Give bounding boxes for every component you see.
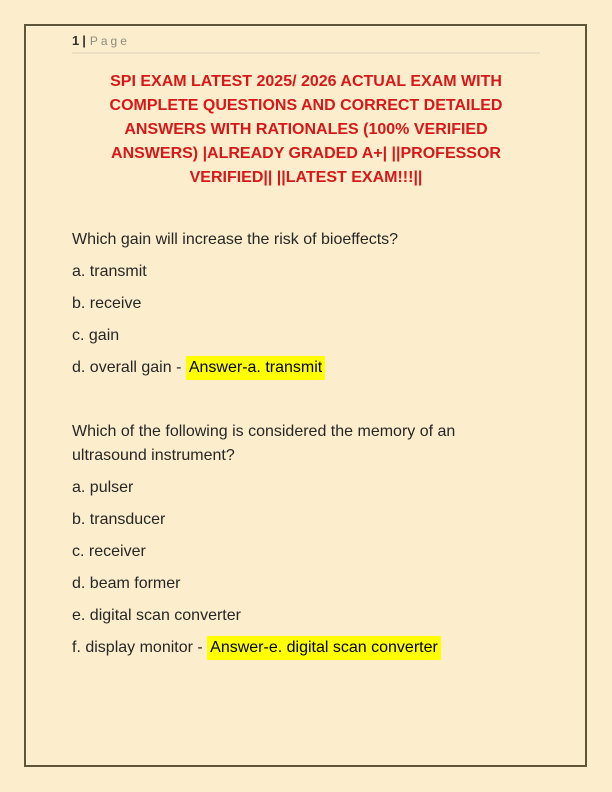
- title-line: SPI EXAM LATEST 2025/ 2026 ACTUAL EXAM WITH: [110, 73, 502, 90]
- prompt-line: Which gain will increase the risk of bioeffects?: [72, 231, 399, 248]
- prompt-line: Which of the following is considered the memory of an: [72, 423, 456, 440]
- answer-option: c. receiver: [72, 543, 146, 560]
- question-block-1: [72, 228, 540, 380]
- option-text: d. overall gain -: [72, 359, 186, 376]
- highlighted-answer: Answer-e. digital scan converter: [207, 636, 441, 660]
- title-line: ANSWERS WITH RATIONALES (100% VERIFIED: [124, 121, 488, 138]
- block-spacer: [72, 388, 540, 420]
- question-prompt: [72, 420, 540, 468]
- answer-option: a. pulser: [72, 479, 134, 496]
- answer-option: c. gain: [72, 327, 120, 344]
- answer-option: a. transmit: [72, 263, 147, 280]
- header-separator: |: [82, 33, 86, 48]
- answer-option: [72, 636, 540, 660]
- question-block-2: [72, 420, 540, 660]
- answer-option: d. beam former: [72, 575, 181, 592]
- prompt-line: ultrasound instrument?: [72, 447, 235, 464]
- question-prompt: [72, 228, 540, 252]
- page-number: 1: [72, 33, 80, 48]
- questions-area: [72, 228, 540, 668]
- answer-option: e. digital scan converter: [72, 607, 241, 624]
- answer-option: b. receive: [72, 295, 142, 312]
- page-label: Page: [89, 34, 130, 48]
- page-header: [72, 34, 540, 54]
- answer-option: b. transducer: [72, 511, 166, 528]
- title-line: ANSWERS) |ALREADY GRADED A+| ||PROFESSOR: [111, 145, 501, 162]
- document-title: [72, 70, 540, 190]
- title-line: VERIFIED|| ||LATEST EXAM!!!||: [189, 169, 423, 186]
- answer-option: [72, 356, 540, 380]
- option-text: f. display monitor -: [72, 639, 208, 656]
- highlighted-answer: Answer-a. transmit: [186, 356, 325, 380]
- title-line: COMPLETE QUESTIONS AND CORRECT DETAILED: [109, 97, 503, 114]
